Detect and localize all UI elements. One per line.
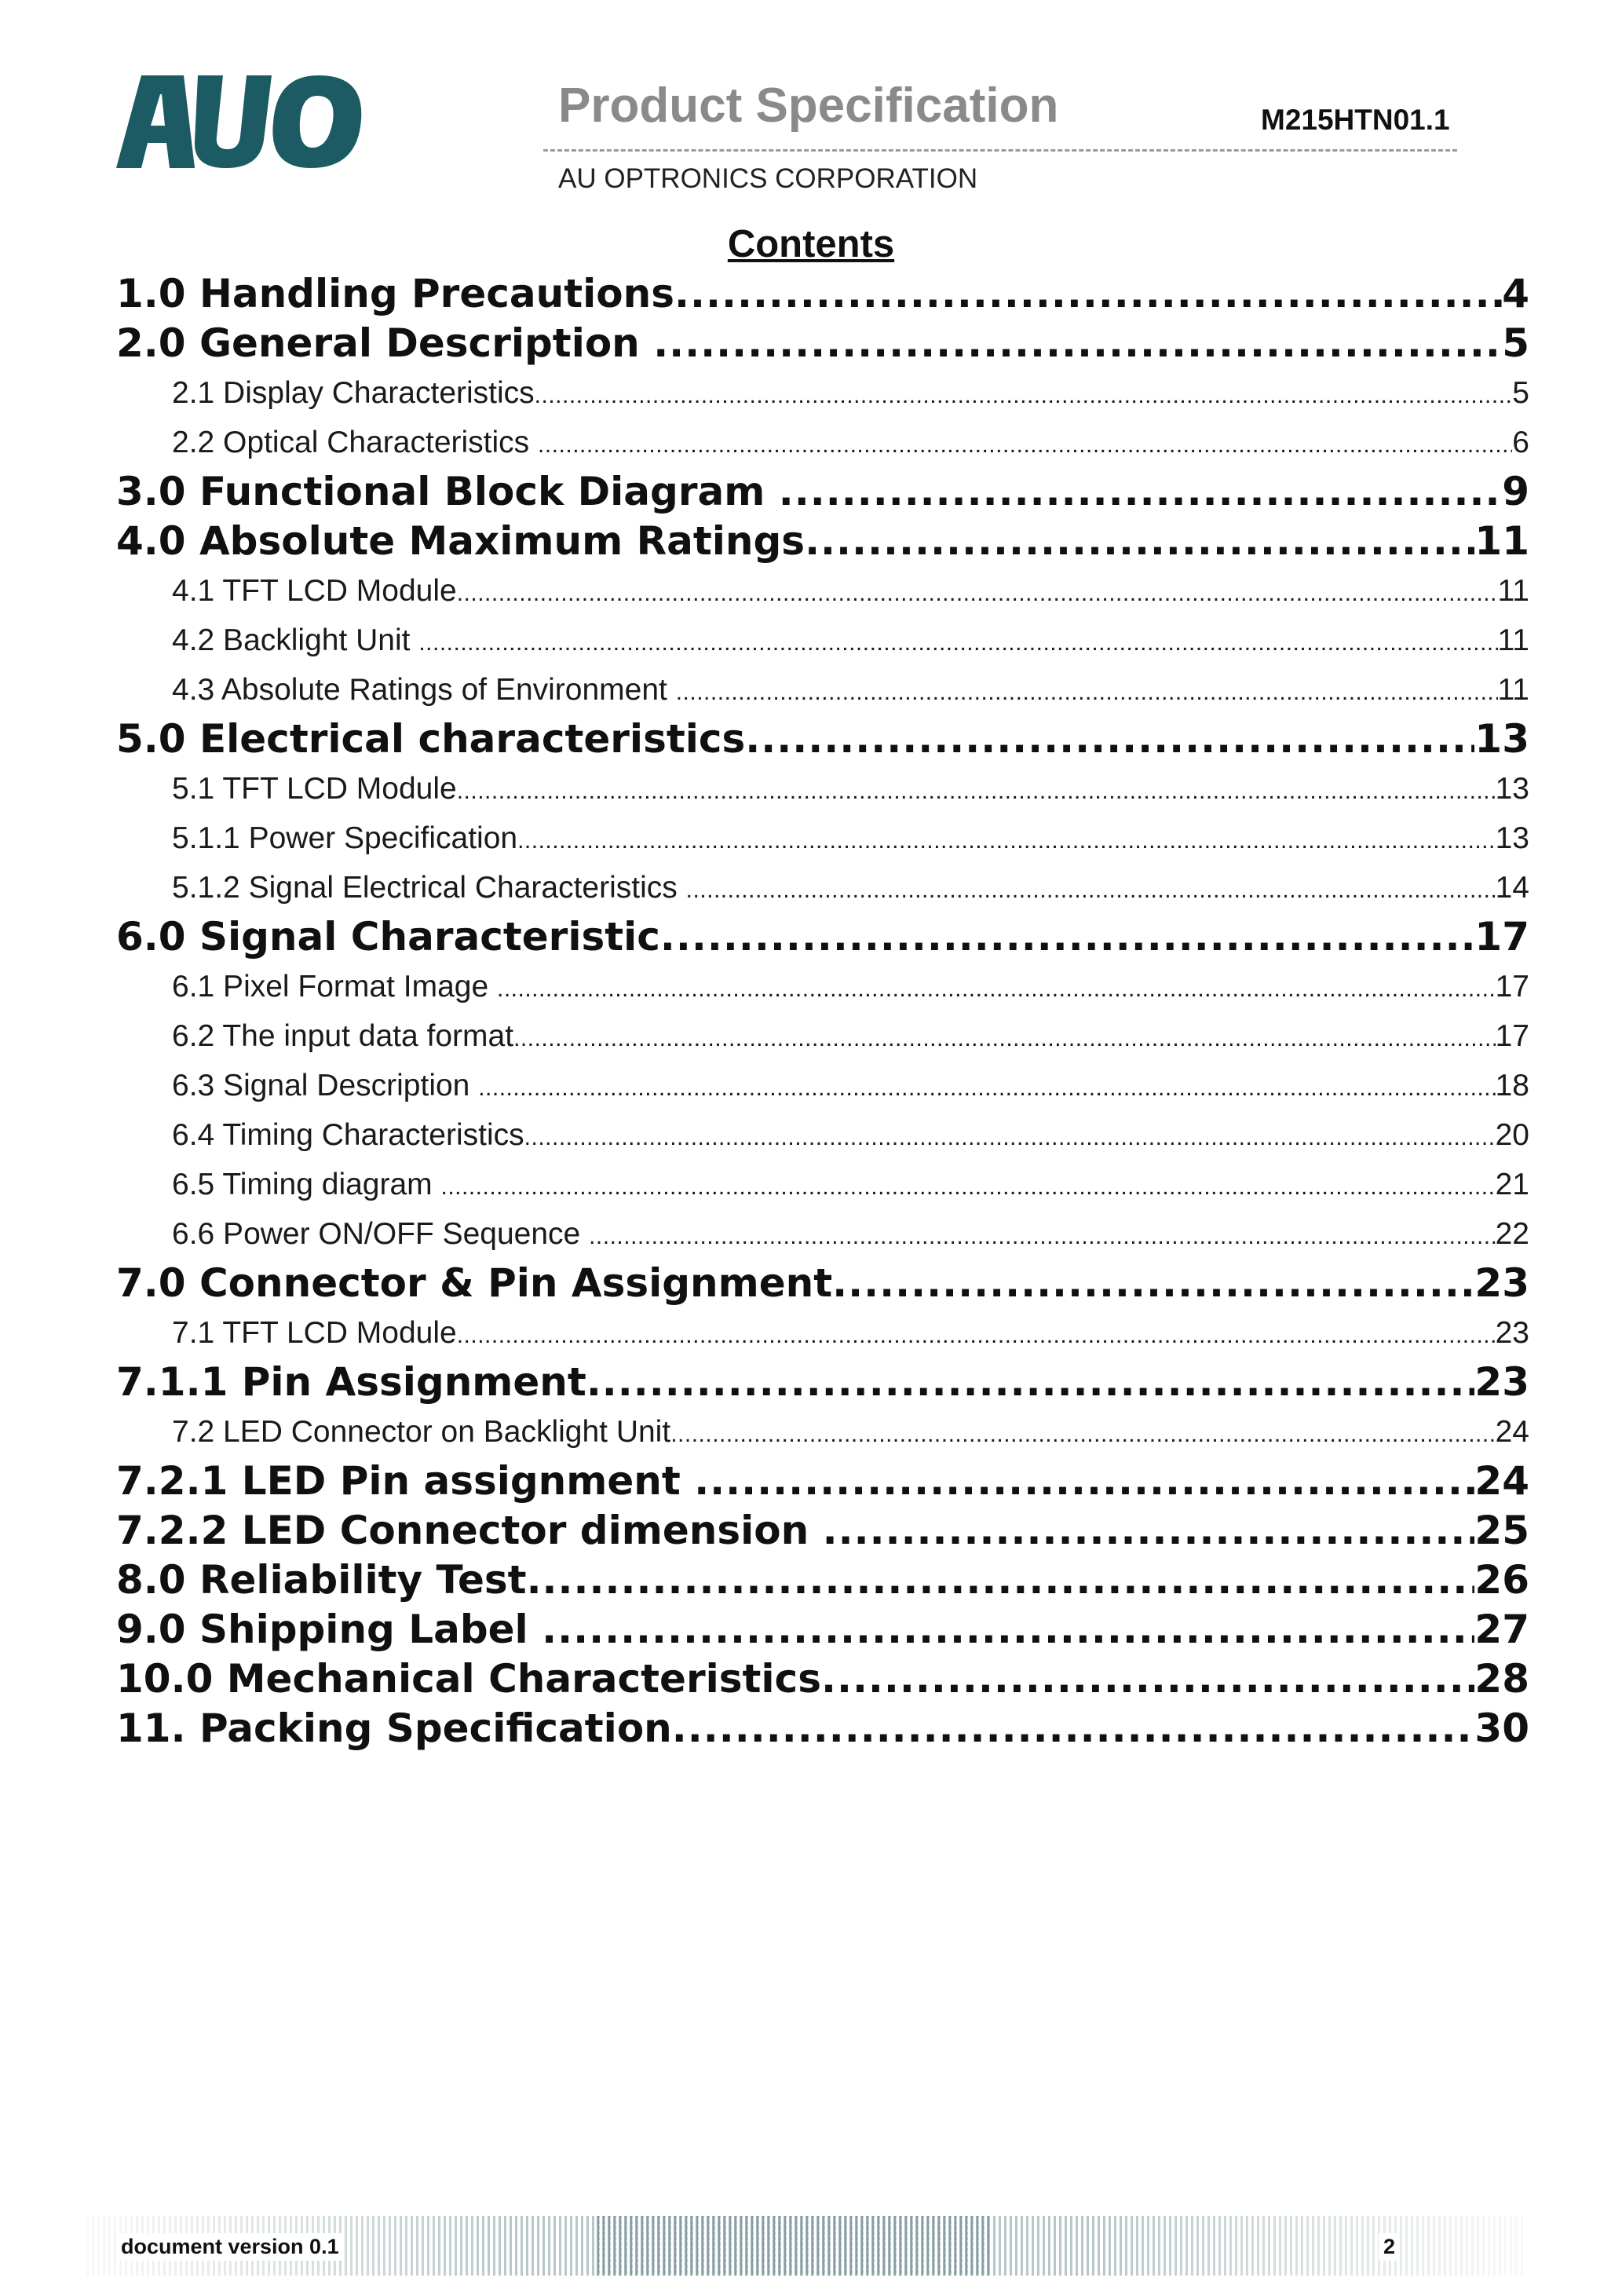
toc-dot-leader [497, 964, 1496, 1011]
toc-entry-title: 11. Packing Specification [116, 1706, 672, 1751]
toc-page-number: 30 [1474, 1706, 1529, 1751]
toc-entry-title: 4.2 Backlight Unit [172, 623, 419, 657]
toc-dot-leader [457, 766, 1496, 813]
toc-entry[interactable] [116, 715, 1529, 764]
table-of-contents [116, 269, 1529, 1753]
toc-page-number: 4 [1502, 271, 1529, 316]
toc-page-number: 24 [1495, 1415, 1529, 1449]
toc-entry[interactable] [116, 1308, 1529, 1358]
toc-entry-title: 5.1.1 Power Specification [172, 821, 518, 855]
toc-page-number: 9 [1502, 469, 1529, 514]
toc-entry-title: 4.0 Absolute Maximum Ratings [116, 518, 806, 564]
toc-dot-leader [686, 865, 1496, 912]
toc-entry[interactable] [116, 467, 1529, 517]
toc-entry[interactable] [116, 912, 1529, 962]
toc-page-number: 14 [1495, 871, 1529, 905]
toc-entry-title: 2.0 General Description [116, 320, 654, 366]
toc-page-number: 23 [1474, 1260, 1529, 1306]
toc-dot-leader [745, 715, 1474, 764]
toc-entry-title: 6.0 Signal Characteristic [116, 914, 660, 960]
toc-dot-leader [823, 1506, 1475, 1556]
toc-entry-title: 3.0 Functional Block Diagram [116, 469, 779, 514]
company-name: AU OPTRONICS CORPORATION [558, 163, 978, 194]
toc-dot-leader [779, 467, 1502, 517]
toc-page-number: 11 [1497, 673, 1529, 707]
footer-page-number: 2 [1379, 2233, 1400, 2261]
toc-page-number: 20 [1495, 1118, 1529, 1152]
toc-page-number: 18 [1495, 1069, 1529, 1102]
toc-entry-title: 1.0 Handling Precautions [116, 271, 674, 316]
toc-entry[interactable] [116, 764, 1529, 813]
model-number: M215HTN01.1 [1261, 104, 1450, 136]
toc-dot-leader [672, 1704, 1475, 1753]
contents-heading: Contents [727, 223, 895, 265]
toc-entry-title: 7.2.1 LED Pin assignment [116, 1458, 695, 1504]
auo-logo [116, 75, 364, 168]
toc-page-number: 26 [1474, 1557, 1529, 1603]
toc-entry-title: 7.0 Connector & Pin Assignment [116, 1260, 833, 1306]
toc-dot-leader [586, 1358, 1475, 1407]
toc-entry-title: 7.1 TFT LCD Module [172, 1316, 457, 1350]
toc-entry-title: 5.0 Electrical characteristics [116, 716, 746, 762]
toc-page-number: 11 [1474, 518, 1529, 564]
toc-entry-title: 9.0 Shipping Label [116, 1607, 542, 1652]
toc-dot-leader [513, 1014, 1496, 1061]
toc-entry[interactable] [116, 1654, 1529, 1704]
toc-page-number: 13 [1495, 821, 1529, 855]
toc-entry-title: 2.2 Optical Characteristics [172, 426, 539, 459]
toc-entry-title: 6.5 Timing diagram [172, 1168, 441, 1201]
toc-entry[interactable] [116, 1506, 1529, 1556]
toc-entry-title: 10.0 Mechanical Characteristics [116, 1656, 821, 1702]
toc-entry[interactable] [116, 813, 1529, 863]
toc-dot-leader [527, 1556, 1475, 1605]
toc-dot-leader [441, 1162, 1496, 1209]
toc-entry[interactable] [116, 1160, 1529, 1209]
toc-entry[interactable] [116, 319, 1529, 368]
toc-entry[interactable] [116, 665, 1529, 715]
toc-page-number: 22 [1495, 1217, 1529, 1251]
toc-entry[interactable] [116, 1704, 1529, 1753]
toc-entry[interactable] [116, 1011, 1529, 1061]
toc-entry[interactable] [116, 1457, 1529, 1506]
toc-entry-title: 6.4 Timing Characteristics [172, 1118, 524, 1152]
toc-entry[interactable] [116, 1061, 1529, 1110]
toc-entry-title: 6.6 Power ON/OFF Sequence [172, 1217, 590, 1251]
toc-dot-leader [457, 569, 1498, 616]
toc-entry[interactable] [116, 863, 1529, 912]
toc-entry-title: 5.1.2 Signal Electrical Characteristics [172, 871, 686, 905]
toc-dot-leader [674, 269, 1502, 319]
toc-entry[interactable] [116, 1209, 1529, 1259]
toc-page-number: 6 [1512, 426, 1529, 459]
header-divider [543, 149, 1457, 152]
footer-document-version: document version 0.1 [116, 2233, 344, 2261]
toc-page-number: 11 [1497, 623, 1529, 657]
toc-dot-leader [535, 371, 1513, 418]
toc-entry[interactable] [116, 269, 1529, 319]
toc-entry-title: 4.3 Absolute Ratings of Environment [172, 673, 676, 707]
footer-pattern-accent [597, 2216, 989, 2276]
toc-entry[interactable] [116, 962, 1529, 1011]
toc-dot-leader [457, 1311, 1496, 1358]
toc-page-number: 21 [1495, 1168, 1529, 1201]
toc-entry-title: 8.0 Reliability Test [116, 1557, 527, 1603]
toc-entry[interactable] [116, 517, 1529, 566]
toc-dot-leader [694, 1457, 1474, 1506]
toc-dot-leader [524, 1113, 1496, 1160]
toc-entry[interactable] [116, 1259, 1529, 1308]
toc-page-number: 23 [1474, 1359, 1529, 1405]
toc-page-number: 5 [1502, 320, 1529, 366]
toc-dot-leader [653, 319, 1502, 368]
toc-page-number: 13 [1495, 772, 1529, 806]
toc-dot-leader [670, 1409, 1495, 1457]
toc-dot-leader [676, 667, 1498, 715]
toc-entry-title: 4.1 TFT LCD Module [172, 574, 457, 608]
toc-page-number: 28 [1474, 1656, 1529, 1702]
toc-page-number: 27 [1474, 1607, 1529, 1652]
toc-dot-leader [517, 816, 1496, 863]
toc-entry-title: 6.3 Signal Description [172, 1069, 479, 1102]
toc-entry-title: 6.2 The input data format [172, 1019, 514, 1053]
toc-entry[interactable] [116, 616, 1529, 665]
toc-page-number: 17 [1495, 1019, 1529, 1053]
toc-dot-leader [542, 1605, 1474, 1654]
toc-entry-title: 7.2.2 LED Connector dimension [116, 1508, 823, 1553]
toc-page-number: 23 [1495, 1316, 1529, 1350]
toc-entry[interactable] [116, 1605, 1529, 1654]
toc-entry[interactable] [116, 368, 1529, 418]
toc-dot-leader [832, 1259, 1474, 1308]
toc-page-number: 11 [1497, 574, 1529, 608]
toc-dot-leader [821, 1654, 1474, 1704]
toc-page-number: 24 [1474, 1458, 1529, 1504]
toc-dot-leader [805, 517, 1474, 566]
toc-entry-title: 2.1 Display Characteristics [172, 376, 535, 410]
toc-page-number: 5 [1512, 376, 1529, 410]
toc-page-number: 13 [1474, 716, 1529, 762]
toc-entry[interactable] [116, 1358, 1529, 1407]
document-title: Product Specification [558, 79, 1059, 133]
toc-entry[interactable] [116, 566, 1529, 616]
toc-page-number: 17 [1495, 970, 1529, 1004]
toc-entry-title: 5.1 TFT LCD Module [172, 772, 457, 806]
toc-entry[interactable] [116, 1407, 1529, 1457]
toc-page-number: 17 [1474, 914, 1529, 960]
toc-dot-leader [589, 1212, 1496, 1259]
toc-dot-leader [538, 420, 1512, 467]
toc-entry-title: 6.1 Pixel Format Image [172, 970, 497, 1004]
toc-dot-leader [660, 912, 1474, 962]
toc-entry-title: 7.1.1 Pin Assignment [116, 1359, 586, 1405]
toc-entry[interactable] [116, 1556, 1529, 1605]
toc-entry[interactable] [116, 1110, 1529, 1160]
toc-entry[interactable] [116, 418, 1529, 467]
toc-page-number: 25 [1474, 1508, 1529, 1553]
toc-dot-leader [478, 1063, 1495, 1110]
toc-entry-title: 7.2 LED Connector on Backlight Unit [172, 1415, 671, 1449]
toc-dot-leader [418, 618, 1497, 665]
